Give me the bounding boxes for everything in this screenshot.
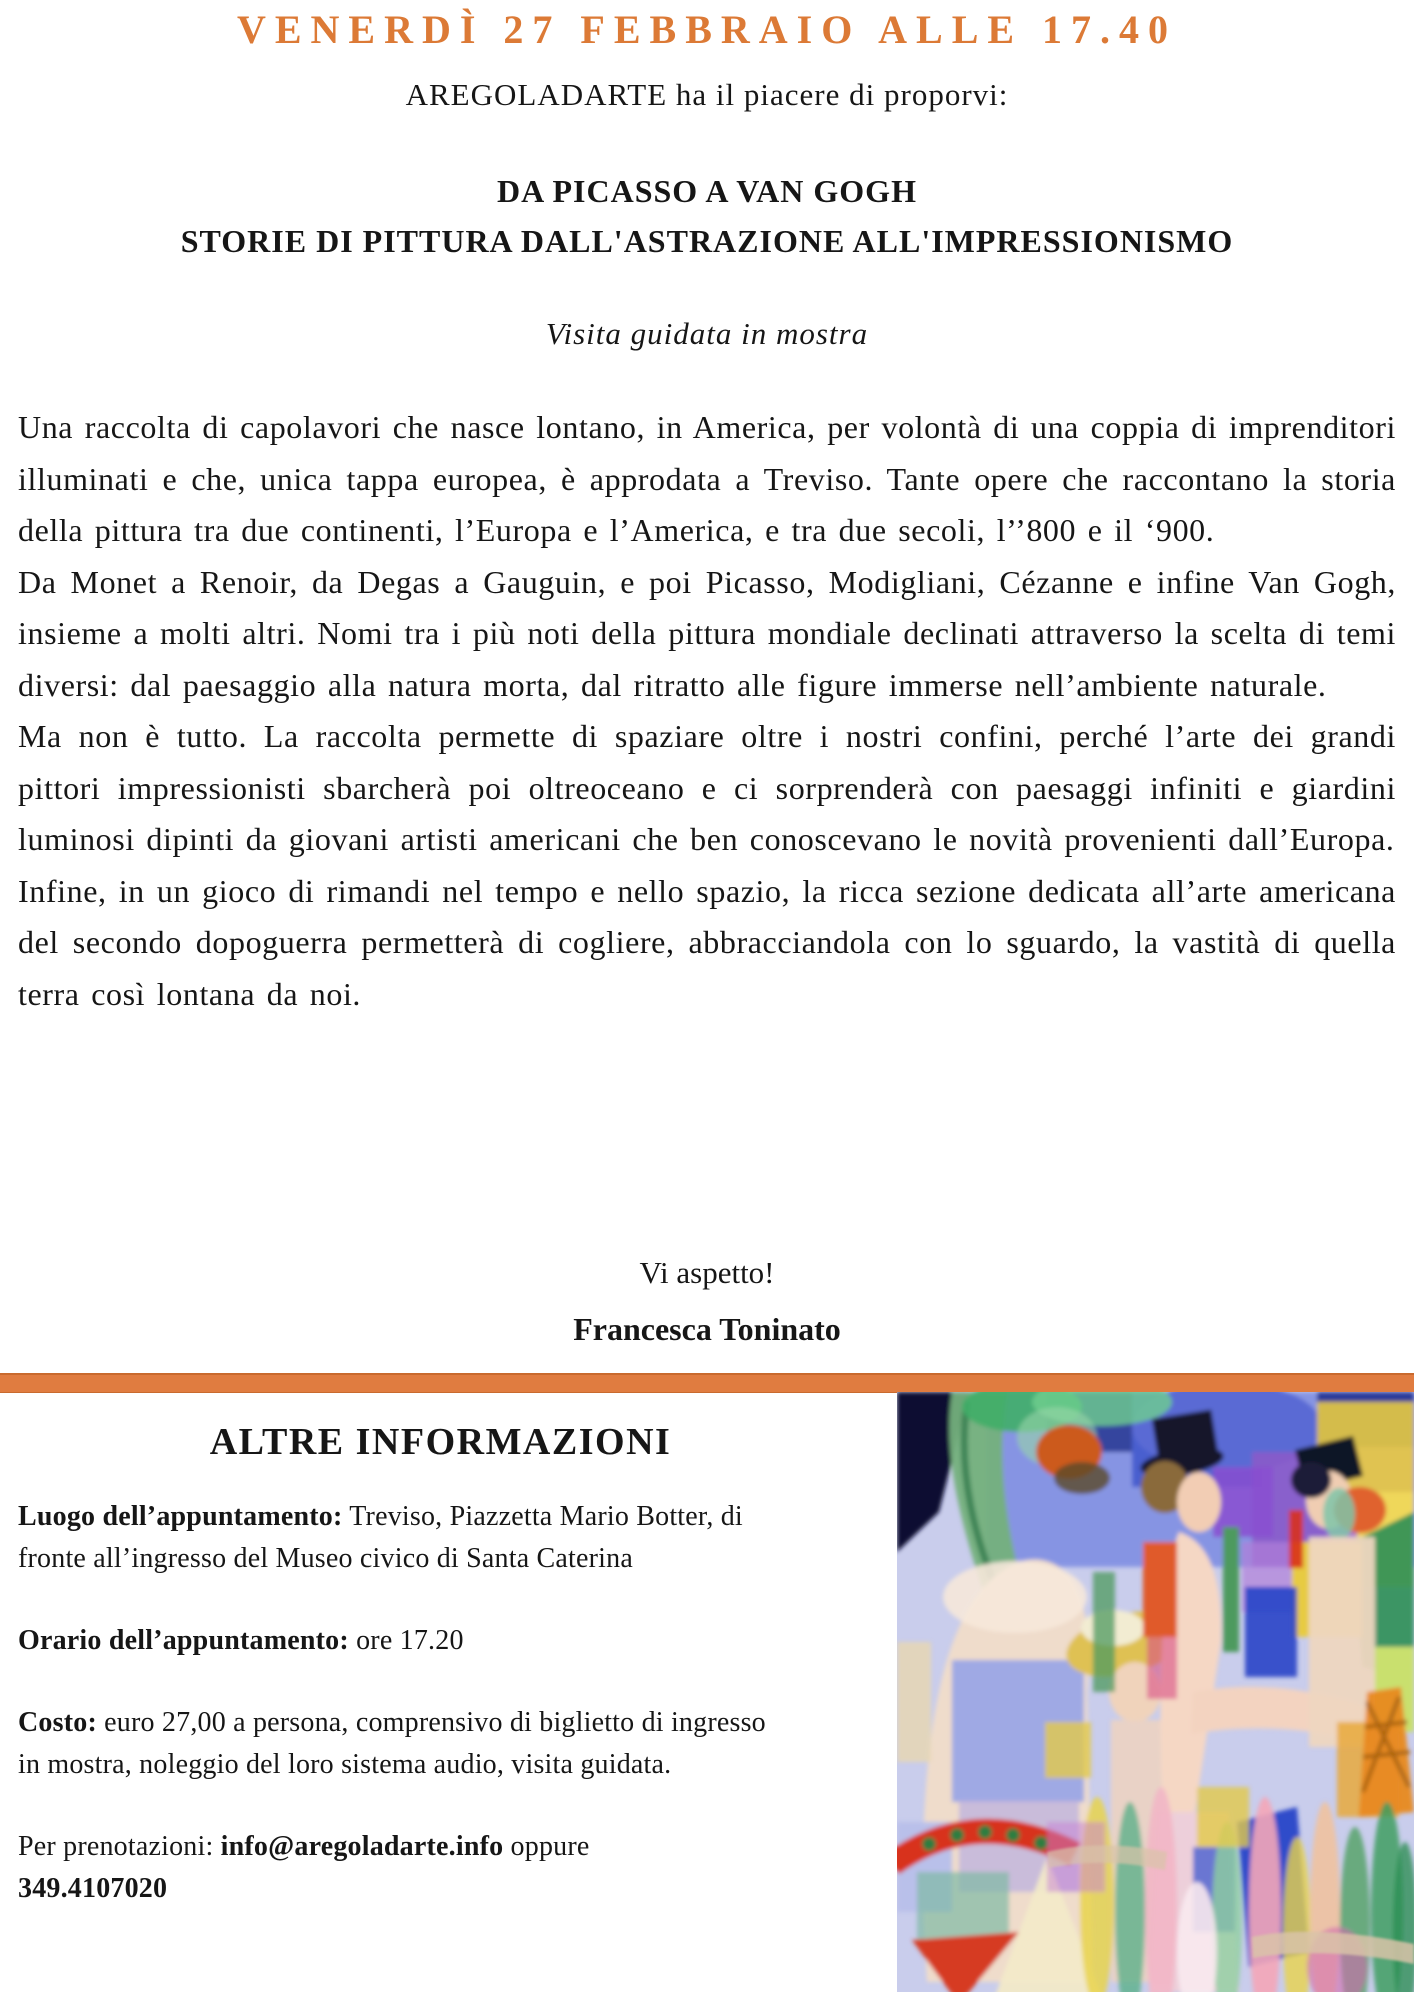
info-section-heading: ALTRE INFORMAZIONI	[209, 1421, 672, 1463]
cost-label: Costo:	[18, 1707, 97, 1738]
info-section	[18, 1392, 863, 1910]
meeting-place-label: Luogo dell’appuntamento:	[18, 1501, 343, 1532]
exhibition-title-line2: STORIE DI PITTURA DALL'ASTRAZIONE ALL'IMPRESSIONISMO	[180, 223, 1234, 259]
booking-info	[18, 1826, 793, 1910]
signoff-greeting: Vi aspetto!	[639, 1255, 775, 1290]
event-type-subtitle: Visita guidata in mostra	[545, 316, 869, 351]
signoff	[0, 1253, 1414, 1349]
event-datetime-heading: VENERDÌ 27 FEBBRAIO ALLE 17.40	[236, 7, 1178, 52]
booking-conjunction: oppure	[503, 1831, 590, 1862]
meeting-place-info	[18, 1496, 793, 1580]
meeting-time-info	[18, 1620, 793, 1662]
orange-divider-bar	[0, 1373, 1414, 1393]
exhibition-description	[18, 402, 1396, 1020]
flyer-header	[0, 0, 1414, 352]
booking-prefix: Per prenotazioni:	[18, 1831, 221, 1862]
meeting-time-label: Orario dell’appuntamento:	[18, 1625, 349, 1656]
booking-phone: 349.4107020	[18, 1873, 168, 1904]
booking-email: info@aregoladarte.info	[220, 1831, 504, 1862]
exhibition-painting	[897, 1392, 1414, 1992]
description-paragraph-4: Infine, in un gioco di rimandi nel tempo e nello spazio, la ricca sezione dedicata all’arte americana del secondo dopoguerra permetterà di cogliere, abbracciandola con lo sguardo, la vastità di quella terra così lontana da noi.	[18, 872, 1396, 1012]
painting-artwork-svg	[897, 1392, 1414, 1992]
description-paragraph-1: Una raccolta di capolavori che nasce lontano, in America, per volontà di una coppia di imprenditori illuminati e che, unica tappa europea, è approdata a Treviso. Tante opere che raccontano la storia della pittura tra due continenti, l’Europa e l’America, e tra due secoli, l’’800 e il ‘900.	[18, 409, 1396, 548]
description-paragraph-3: Ma non è tutto. La raccolta permette di spaziare oltre i nostri confini, perché l’arte dei grandi pittori impressionisti sbarcherà poi oltreoceano e ci sorprenderà con paesaggi infiniti e giardini luminosi dipinti da giovani artisti americani che ben conoscevano le novità provenienti dall’Europa.	[18, 718, 1396, 857]
meeting-time-value: ore 17.20	[348, 1625, 464, 1656]
description-paragraph-2: Da Monet a Renoir, da Degas a Gauguin, e poi Picasso, Modigliani, Cézanne e infine Van Gogh, insieme a molti altri. Nomi tra i più noti della pittura mondiale declinati attraverso la scelta di temi diversi: dal paesaggio alla natura morta, dal ritratto alle figure immerse nell’ambiente naturale.	[18, 563, 1396, 703]
exhibition-title-line1: DA PICASSO A VAN GOGH	[497, 173, 917, 209]
signoff-author-name: Francesca Toninato	[573, 1311, 841, 1347]
cost-value: euro 27,00 a persona, comprensivo di biglietto di ingresso in mostra, noleggio del loro sistema audio, visita guidata.	[18, 1707, 766, 1780]
meeting-place-value: Treviso, Piazzetta Mario Botter, di fronte all’ingresso del Museo civico di Santa Caterina	[18, 1501, 743, 1574]
cost-info	[18, 1702, 793, 1786]
organizer-intro-line: AREGOLADARTE ha il piacere di proporvi:	[405, 77, 1009, 112]
